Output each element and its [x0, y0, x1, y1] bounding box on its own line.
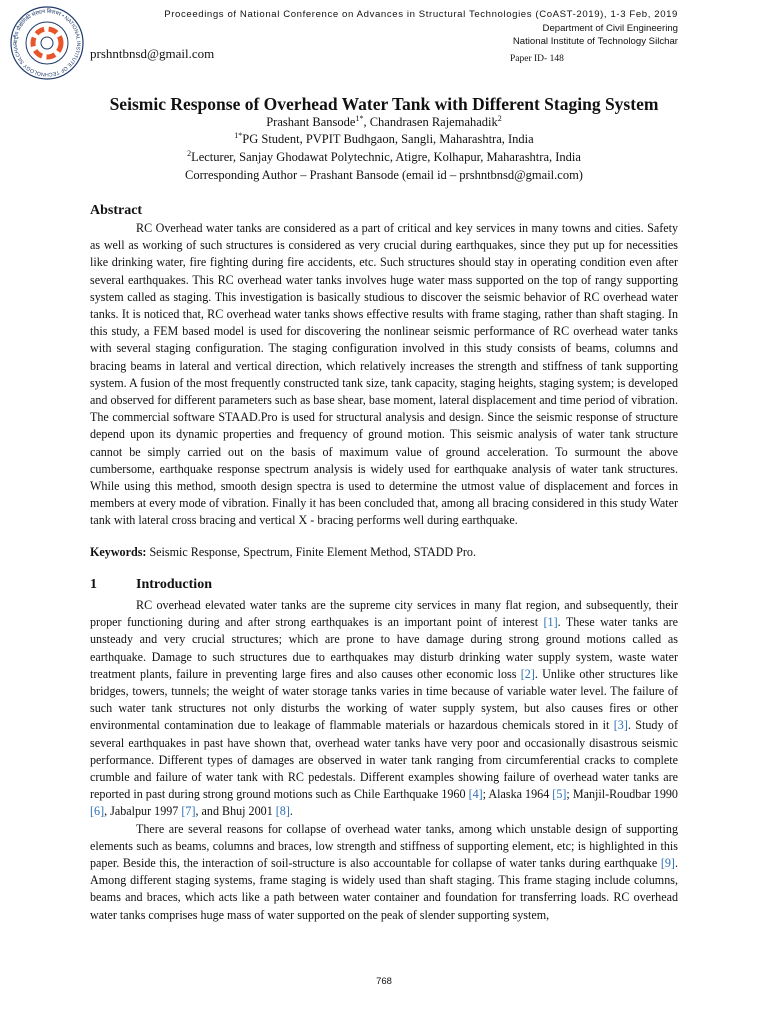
- author-separator: ,: [363, 115, 370, 129]
- logo-ring-text: राष्ट्रीय प्रौद्योगिकी संस्थान सिलचर • NATIONAL INSTITUTE OF TECHNOLOGY SILCHAR: [12, 8, 82, 78]
- affiliation-1-text: PG Student, PVPIT Budhgaon, Sangli, Maharashtra, India: [242, 132, 534, 146]
- text-run: ; Alaska 1964: [482, 787, 553, 802]
- affiliation-1: [0, 132, 768, 147]
- citation-link[interactable]: [9]: [660, 856, 675, 871]
- citation-link[interactable]: [4]: [468, 787, 483, 802]
- author-2: Chandrasen Rajemahadik: [369, 115, 498, 129]
- citation-link[interactable]: [7]: [181, 804, 196, 819]
- intro-paragraph-2: [90, 821, 678, 924]
- keywords-text: Seismic Response, Spectrum, Finite Element Method, STADD Pro.: [146, 545, 477, 559]
- section-number: 1: [90, 577, 97, 592]
- paper-title: Seismic Response of Overhead Water Tank with Different Staging System: [109, 94, 659, 114]
- intro-body: [90, 597, 678, 924]
- department-header: Department of Civil Engineering: [542, 23, 678, 34]
- text-run: , Jabalpur 1997: [104, 804, 182, 819]
- text-run: . Study of several earthquakes in past have shown that, overhead water tanks have very poor and occasionally disastrous seismic performance. Different types of damages are observed in water tank ranging from circumferential cracks to complete crumble and failure of water tank with RC pedestals. Different examples showing failure of overhead water tanks are reported in past during strong ground motions such as Chile Earthquake 1960: [90, 718, 678, 802]
- citation-link[interactable]: [6]: [90, 804, 105, 819]
- institute-header: National Institute of Technology Silchar: [512, 36, 678, 47]
- text-run: . Unlike other structures like bridges, towers, tunnels; the weight of water storage tanks varies in time because of variable water level. The failure of such water tank structures not only disturbs the working of water supply system, but also causes fires or other environmental contamination due to leakage of flammable materials or hazardous chemicals stored in it: [90, 666, 678, 733]
- text-run: RC overhead elevated water tanks are the supreme city services in many flat region, and subsequently, their proper functioning during and after strong earthquakes is an important point of interest: [90, 598, 678, 630]
- text-run: . These water tanks are unsteady and very crucial structures; which are prone to have damage during strong ground motions called as earthquake. Damage to such structures due to earthquakes may disturb drinking water supply system, waste water treatment plants, failure in preventing large fires and also causes other economic loss: [90, 615, 678, 681]
- page-number: 768: [376, 976, 392, 987]
- header-email: prshntbnsd@gmail.com: [90, 46, 215, 61]
- intro-heading: [90, 577, 212, 593]
- citation-link[interactable]: [3]: [613, 718, 628, 733]
- text-run: .: [289, 804, 293, 819]
- keywords-label: Keywords:: [90, 545, 147, 559]
- citation-link[interactable]: [5]: [552, 787, 567, 802]
- affiliation-2-sup: 2: [187, 148, 192, 158]
- institute-logo: [8, 4, 86, 82]
- affiliation-1-sup: 1*: [234, 130, 243, 140]
- text-run: . Among different staging systems, frame staging is widely used than shaft staging. This frame staging include columns, beams and braces, which acts like a path between water container and foundation for transferring loads. RC overhead water tanks comprises huge mass of water supported on the peak of slender supporting system,: [90, 856, 678, 922]
- citation-link[interactable]: [8]: [275, 804, 290, 819]
- intro-paragraph-1: [90, 597, 678, 821]
- author-1-sup: 1*: [355, 113, 364, 123]
- affiliation-2: [0, 150, 768, 165]
- text-run: ; Manjil-Roudbar 1990: [566, 787, 678, 802]
- author-2-sup: 2: [497, 113, 502, 123]
- abstract-paragraph: RC Overhead water tanks are considered as a part of critical and key services in many towns and cities. Safety as well as working of such structures is considered as very crucial during earthquakes, since they put up for necessities like drinking water, fire fighting during fire accidents, etc. Such structures should stay in operating condition even after several earthquakes. This RC overhead water tanks involves huge water mass supported on the top of rangy supporting system called as staging. This investigation is basically studious to discover the seismic behavior of RC overhead water tanks. It is noticed that, RC overhead water tanks shows effective results with frame staging, rather than shaft staging. In this study, a FEM based model is used for discovering the nonlinear seismic performance of RC overhead water tanks with several staging configuration. The staging configuration involved in this study consists of beams, columns and bracing beams in lateral and vertical direction, which relatively increases the strength and stiffness of tank supporting system. A fusion of the most frequently constructed tank size, tank capacity, staging heights, staging system; is developed and observed for different parameters such as base shear, base moment, lateral displacement and time period of vibration. The commercial software STAAD.Pro is used for structural analysis and design. Since the seismic response of structure depend upon its dynamic properties and frequency of ground motion. This seismic analysis of water tank structure cannot be simply carried out on the basis of maximum value of ground acceleration. To surmount the above cumbersome, earthquake response spectrum analysis is widely used for earthquake analysis of water tank structures. While using this method, smooth design spectra is used to determine the utmost value of displacement and forces in members at every mode of vibration. Finally it has been concluded that, among all bracing considered in this study Water tank with lateral cross bracing and vertical X - bracing performs well during earthquake.: [90, 221, 678, 528]
- affiliation-2-text: Lecturer, Sanjay Ghodawat Polytechnic, Atigre, Kolhapur, Maharashtra, India: [191, 150, 581, 164]
- section-title: Introduction: [136, 577, 212, 592]
- citation-link[interactable]: [2]: [520, 666, 535, 681]
- corresponding-author: Corresponding Author – Prashant Bansode (email id – prshntbnsd@gmail.com): [185, 168, 583, 182]
- conference-header: Proceedings of National Conference on Advances in Structural Technologies (CoAST-2019), 1-3 Feb, 2019: [164, 9, 678, 20]
- abstract-body: [90, 220, 678, 530]
- paper-id: Paper ID- 148: [510, 54, 564, 64]
- citation-link[interactable]: [1]: [543, 615, 558, 630]
- keywords: [90, 544, 678, 561]
- text-run: , and Bhuj 2001: [195, 804, 276, 819]
- abstract-heading: Abstract: [90, 203, 143, 218]
- author-1: Prashant Bansode: [266, 115, 356, 129]
- text-run: There are several reasons for collapse of overhead water tanks, among which unstable design of supporting elements such as beams, columns and braces, low strength and stiffness of supporting element, etc; is highlighted in this paper. Beside this, the interaction of soil-structure is also accountable for collapse of water tanks during earthquake: [90, 821, 678, 871]
- authors: [0, 115, 768, 130]
